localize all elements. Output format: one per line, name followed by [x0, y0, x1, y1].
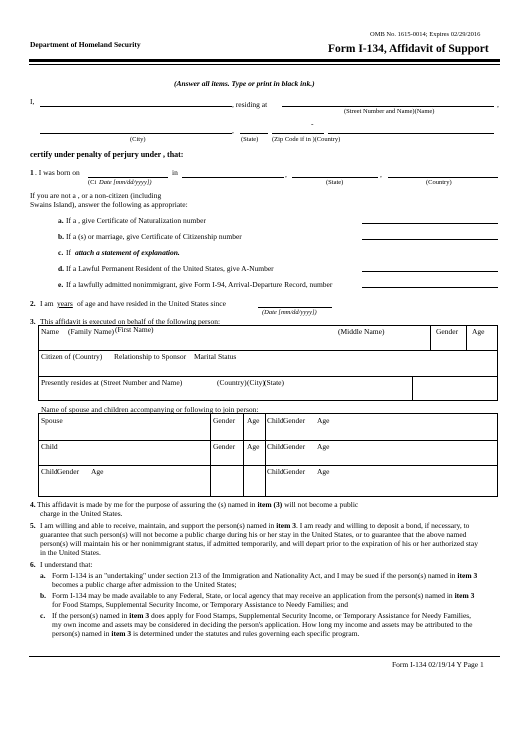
i-label: I, — [30, 97, 35, 106]
city-caption: (City) — [130, 136, 146, 143]
item2-text: of age and have resided in the United States since — [77, 299, 226, 308]
child-label: Child — [41, 442, 58, 451]
naturalization-number-field[interactable] — [362, 223, 498, 224]
certify-statement: certify under penalty of perjury under , that: — [30, 150, 184, 159]
country-field[interactable] — [328, 133, 494, 134]
item6-intro: I understand that: — [40, 560, 93, 569]
item6c-line3: person(s) named in item 3 is determined under the statutes and rules governing each specific program. — [52, 629, 360, 638]
birth-state-caption: (State) — [326, 179, 344, 186]
residence-date-caption: (Date [mm/dd/yyyy]) — [262, 309, 317, 316]
header-rule-thick — [29, 59, 500, 62]
street-name-caption: (Street Number and Name)(Name) — [344, 108, 435, 115]
resides-at-label: Presently resides at (Street Number and Name) — [41, 378, 183, 387]
item5-line4: in the United States. — [40, 548, 101, 557]
item1c-explanation: attach a statement of explanation. — [75, 248, 180, 257]
birth-date-field[interactable] — [88, 177, 168, 178]
name-label: Name — [41, 327, 59, 336]
residence-since-field[interactable] — [258, 307, 332, 308]
item1-number: 1 — [30, 168, 34, 177]
city-field[interactable] — [40, 133, 232, 134]
item4-text-line1: This affidavit is made by me for the purpose of assuring the (s) named in item (3) will not become a public — [37, 500, 359, 509]
middle-name-label: (Middle Name) — [338, 327, 385, 336]
spouse-children-table — [38, 413, 498, 497]
beneficiary-table — [38, 325, 498, 401]
item1b-text: If a (s) or marriage, give Certificate of Citizenship number — [66, 232, 242, 241]
birth-state-field[interactable] — [292, 177, 378, 178]
instructions: (Answer all items. Type or print in black ink.) — [174, 79, 315, 88]
i94-number-field[interactable] — [362, 287, 498, 288]
years-field[interactable]: years — [57, 299, 73, 308]
item5-line2: guarantee that such person(s) will not become a public charge during his or her stay in the United States, or to guarantee that the above named — [40, 530, 467, 539]
in-label: in — [172, 168, 178, 177]
family-name-label: (Family Name) — [68, 327, 115, 336]
item6c-line1: If the person(s) named in item 3 does apply for Food Stamps, Supplemental Security Income, or Temporary Assistance for Needy Families, — [52, 611, 472, 620]
street-address-field[interactable] — [282, 106, 494, 107]
child-label: Child — [41, 467, 58, 476]
not-citizen-line2: Swains Island), answer the following as appropriate: — [30, 200, 188, 209]
state-field[interactable] — [240, 133, 268, 134]
spouse-label: Spouse — [41, 416, 63, 425]
footer-page-id: Form I-134 02/19/14 Y Page 1 — [392, 660, 484, 669]
item4-number: 4. — [30, 500, 36, 509]
citizenship-number-field[interactable] — [362, 239, 498, 240]
header-rule-thin — [29, 64, 500, 65]
spouse-children-header: Name of spouse and children accompanying or following to join person: — [41, 405, 259, 414]
item5-number: 5. — [30, 521, 36, 530]
item1e-text: If a lawfully admitted nonimmigrant, give Form I-94, Arrival-Departure Record, number — [66, 280, 333, 289]
item4-text-line2: charge in the United States. — [40, 509, 123, 518]
item6c-line2: my own income and assets may be considered in deciding the person's application. How long my income and assets may be attributed to the — [52, 620, 473, 629]
born-on-label: . I was born on — [35, 168, 80, 177]
resides-city-label: (City) — [247, 378, 265, 387]
age-label: Age — [472, 327, 485, 336]
item6-number: 6. — [30, 560, 36, 569]
item6b-line1: Form I-134 may be made available to any Federal, State, or local agency that may receive an application from the person(s) named in item 3 — [52, 591, 475, 600]
birth-city-caption: (Ci — [88, 179, 97, 186]
dash-mark: - — [311, 119, 314, 128]
item5-line3: person(s) will maintain his or her nonimmigrant status, if admitted temporarily, and will depart prior to the expiration of his or her authorized stay — [40, 539, 478, 548]
gender-label: Gender — [436, 327, 459, 336]
a-number-field[interactable] — [362, 271, 498, 272]
item6b-line2: for Food Stamps, Supplemental Security Income, or Temporary Assistance to Needy Families; and — [52, 600, 348, 609]
item3-number: 3. — [30, 317, 36, 326]
item1c-text: If — [66, 248, 71, 257]
first-name-label: (First Name) — [115, 325, 154, 334]
item6a-line2: becomes a public charge after admission to the United States; — [52, 580, 237, 589]
birth-city-field[interactable] — [182, 177, 284, 178]
marital-status-label: Marital Status — [194, 352, 237, 361]
item5-line1: I am willing and able to receive, maintain, and support the person(s) named in item 3. I am ready and willing to deposit a bond, if necessary, to — [40, 521, 470, 530]
sponsor-name-field[interactable] — [40, 106, 232, 107]
item2-number: 2. — [30, 299, 36, 308]
form-title: Form I-134, Affidavit of Support — [328, 43, 489, 55]
resides-state-label: (State) — [264, 378, 284, 387]
item6a-line1: Form I-134 is an "undertaking" under section 213 of the Immigration and Nationality Act, and I may be sued if the person(s) named in item 3 — [52, 571, 478, 580]
item3-text: This affidavit is executed on behalf of the following person: — [40, 317, 221, 326]
residing-at-label: , residing at — [232, 100, 268, 109]
birth-date-caption: Date [mm/dd/yyyy]) — [99, 179, 152, 186]
form-page: OMB No. 1615-0014; Expires 02/29/2016 Department of Homeland Security Form I-134, Affidavit of Support (Answer all items. Type or print in black ink.) I, , residing at (Street Number and Name)(Name) , - , (City) (State) (Zip Code if in )(Country) certify under penalty of perjury under , that: 1 . I was born on in , , (Ci Date [mm/dd/yyyy]) (State) (Country) If you are not a , or a non-citizen (including Swains Island), answer the following as appropriate: a. If a , give Certificate of Naturalization number b. If a (s) or marriage, give Certificate of Citizenship number c. If attach a statement of explanation. d. If a Lawful Permanent Resident of the United States, give A-Number e. If a lawfully admitted nonimmigrant, give Form I-94, Arrival-Departure Record, number 2. I am years of age and have resided in the United States since (Date [mm/dd/yyyy]) 3. This affidavit is executed on behalf of the following person: Name (Family Name) (First Name) (Middle Name) Gender Age Citizen of (Country) Relationship to Sponsor Marital Status Presently resides at (Street Number and Name) (Country) (City) (State) Name of spouse and children accompanying or following to join person: Spouse Gender Age Child Gender Age Child Gender Age Child Gender Age Child Gender Age Child Gender Age 4. This affidavit is made by me for the purpose of assuring the (s) named in item (3) will not become a public charge in the United States. 5. I am willing and able to receive, maintain, and support the person(s) named in item 3. I am ready and willing to deposit a bond, if necessary, to guarantee that such person(s) will not become a public charge during his or her stay in the United States, or to guarantee that the above named person(s) will maintain his or her nonimmigrant status, if admitted temporarily, and will depart prior to the expiration of his or her authorized stay in the United States. 6. I understand that: a. Form I-134 is an "undertaking" under section 213 of the Immigration and Nationality Act, and I may be sued if the person(s) named in item 3 becomes a public charge after admission to the United States; b. Form I-134 may be made available to any Federal, State, or local agency that may receive an application from the person(s) named in item 3 for Food Stamps, Supplemental Security Income, or Temporary Assistance to Needy Families; and c. If the person(s) named in item 3 does apply for Food Stamps, Supplemental Security Income, or Temporary Assistance for Needy Families, my own income and assets may be considered in deciding the person's application. How long my income and assets may be attributed to the person(s) named in item 3 is determined under the statutes and rules governing each specific program. Form I-134 02/19/14 Y Page 1 — [30, 31, 499, 669]
birth-country-caption: (Country) — [426, 179, 452, 186]
omb-number: OMB No. 1615-0014; Expires 02/29/2016 — [370, 31, 481, 38]
not-citizen-line1: If you are not a , or a non-citizen (including — [30, 191, 162, 200]
zip-field[interactable] — [272, 133, 324, 134]
birth-country-field[interactable] — [388, 177, 498, 178]
resides-country-label: (Country) — [217, 378, 247, 387]
state-caption: (State) — [241, 136, 259, 143]
relationship-label: Relationship to Sponsor — [114, 352, 187, 361]
department-name: Department of Homeland Security — [30, 40, 141, 49]
footer-rule — [29, 656, 500, 657]
item1d-text: If a Lawful Permanent Resident of the United States, give A-Number — [66, 264, 274, 273]
citizen-of-label: Citizen of (Country) — [41, 352, 103, 361]
item1a-text: If a , give Certificate of Naturalization number — [66, 216, 206, 225]
zip-caption: (Zip Code if in )(Country) — [272, 136, 341, 143]
